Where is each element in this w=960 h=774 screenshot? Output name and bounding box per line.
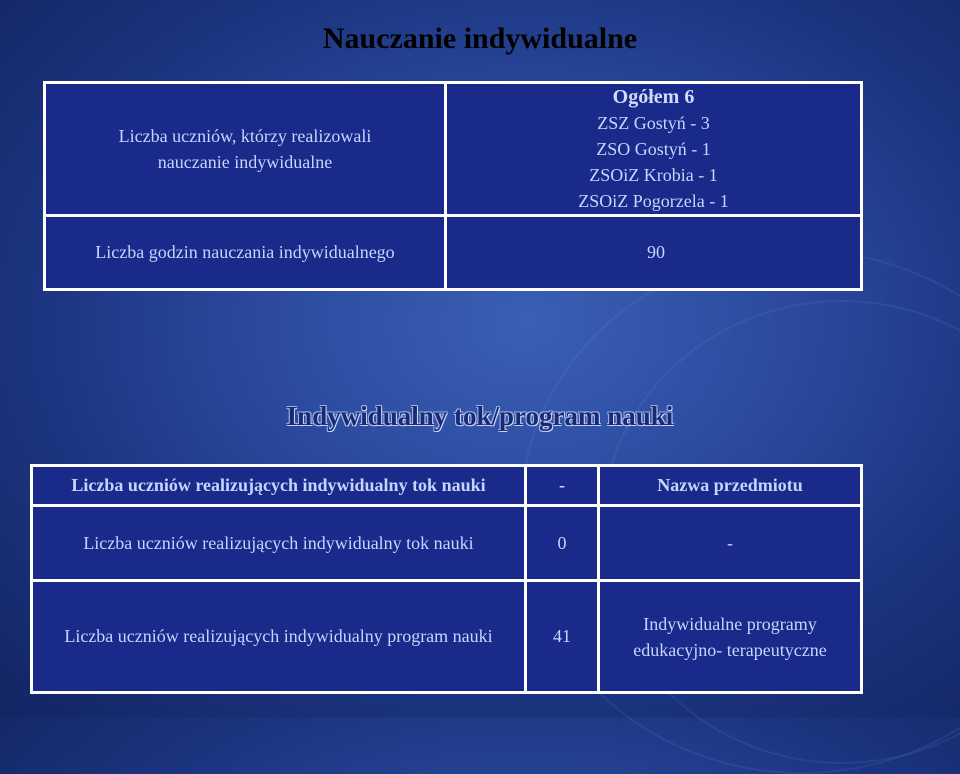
school-entry: ZSOiZ Pogorzela - 1 — [578, 191, 729, 211]
row-count: 0 — [526, 506, 599, 581]
individual-program-table — [30, 464, 863, 694]
individual-teaching-table — [43, 81, 863, 291]
students-count-label-line2: nauczanie indywidualne — [157, 152, 333, 172]
school-entry: ZSO Gostyń - 1 — [596, 139, 711, 159]
row-students-label: Liczba uczniów realizujących indywidualny program nauki — [32, 581, 526, 693]
school-entry: ZSOiZ Krobia - 1 — [589, 165, 718, 185]
students-count-label — [45, 83, 446, 216]
students-count-value — [446, 83, 862, 216]
row-subject — [599, 581, 862, 693]
row-students-label: Liczba uczniów realizujących indywidualny tok nauki — [32, 506, 526, 581]
row-count: 41 — [526, 581, 599, 693]
hours-label: Liczba godzin nauczania indywidualnego — [45, 216, 446, 290]
header-subject-name: Nazwa przedmiotu — [599, 466, 862, 506]
school-entry: ZSZ Gostyń - 3 — [597, 113, 710, 133]
row-subject-line2: edukacyjno- terapeutyczne — [633, 639, 827, 660]
row-subject: - — [599, 506, 862, 581]
row-subject-line1: Indywidualne programy — [643, 613, 817, 634]
section-subtitle: Indywidualny tok/program nauki — [286, 401, 674, 431]
header-count: - — [526, 466, 599, 506]
students-total: Ogółem 6 — [612, 86, 695, 108]
hours-value: 90 — [446, 216, 862, 290]
students-count-label-line1: Liczba uczniów, którzy realizowali — [118, 126, 372, 146]
page-title: Nauczanie indywidualne — [322, 22, 638, 55]
header-students-label: Liczba uczniów realizujących indywidualny tok nauki — [32, 466, 526, 506]
